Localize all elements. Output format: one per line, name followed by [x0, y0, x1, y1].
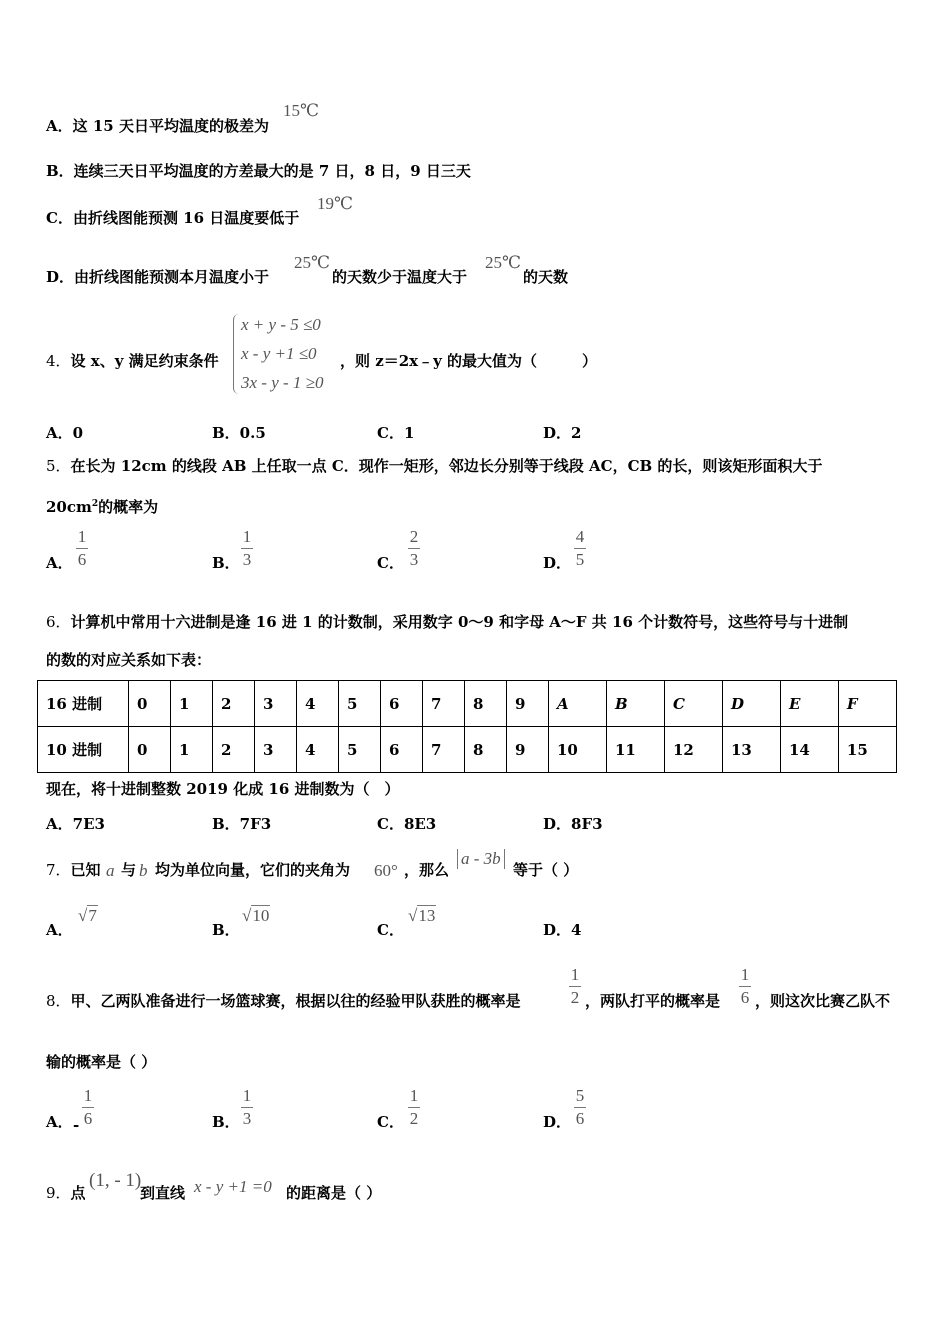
q7-option-c-label: C．: [377, 921, 404, 939]
q4-option-b: B．0.5: [212, 424, 266, 442]
vector-magnitude: a - 3b: [457, 849, 505, 869]
question-number: 6．: [46, 613, 71, 631]
q8-option-c-label: C．: [377, 1113, 404, 1131]
q8-option-a-sign: -: [73, 1116, 80, 1134]
radicand: 13: [418, 906, 436, 925]
table-row: [38, 727, 897, 773]
q9-stem: [46, 1184, 86, 1202]
question-number: 8．: [46, 992, 71, 1010]
table-cell: E: [780, 681, 838, 727]
denominator: 3: [409, 550, 419, 569]
q3-d-math-1: 25℃: [294, 253, 331, 272]
denominator: 6: [740, 988, 750, 1007]
q6-stem-3: 现在，将十进制整数 2019 化成 16 进制数为（ ）: [46, 780, 400, 798]
q7-text-2: 与: [121, 861, 137, 879]
q9-text-2: 到直线: [140, 1184, 186, 1202]
numerator: 1: [740, 965, 750, 984]
q3-c-math: 19℃: [317, 194, 354, 213]
question-number: 9．: [46, 1184, 71, 1202]
q7-option-a-sqrt: √7: [78, 906, 97, 925]
q6-line-1: 计算机中常用十六进制是逢 16 进 1 的计数制，采用数字 0～9 和字母 A～F 共 16 个计数符号，这些符号与十进制: [70, 613, 849, 631]
q6-option-b: B．7F3: [212, 815, 272, 833]
table-cell: 4: [297, 727, 339, 773]
q3-option-d-3: 的天数: [523, 268, 569, 286]
table-cell: A: [549, 681, 607, 727]
q5-option-a-fraction: [76, 527, 88, 570]
numerator: 1: [83, 1086, 93, 1105]
denominator: 2: [570, 988, 580, 1007]
q3-option-d-2: 的天数少于温度大于: [332, 268, 468, 286]
table-cell: 3: [255, 681, 297, 727]
q4-text-2: ，则 z＝2x﹣y 的最大值为（ ）: [340, 352, 598, 370]
table-cell: 1: [171, 681, 213, 727]
table-cell: 12: [664, 727, 722, 773]
numerator: 1: [242, 1086, 252, 1105]
q6-option-a: A．7E3: [46, 815, 105, 833]
q8-option-c-fraction: [408, 1086, 420, 1129]
q8-text-3: ，则这次比赛乙队不: [755, 992, 891, 1010]
q8-text-2: ，两队打平的概率是: [585, 992, 721, 1010]
numerator: 1: [242, 527, 252, 546]
q4-option-c: C．1: [377, 424, 415, 442]
q5-option-d-label: D．: [543, 554, 572, 572]
constraint-2: x - y +1 ≤0: [241, 344, 317, 363]
radicand: 7: [88, 906, 97, 925]
q7-option-a-label: A．: [46, 921, 73, 939]
table-cell: 9: [507, 681, 549, 727]
table-cell: 3: [255, 727, 297, 773]
table-cell: 13: [722, 727, 780, 773]
q5-line-2: 的概率为: [98, 498, 159, 516]
q7-stem: [46, 861, 101, 879]
constraint-3: 3x - y - 1 ≥0: [241, 373, 324, 392]
q8-option-b-label: B．: [212, 1113, 240, 1131]
q9-text-3: 的距离是（ ）: [286, 1184, 382, 1202]
numerator: 5: [575, 1086, 585, 1105]
q5-option-a-label: A．: [46, 554, 73, 572]
q7-text-5: 等于（ ）: [513, 861, 579, 879]
table-cell: 5: [339, 681, 381, 727]
table-cell: 2: [213, 727, 255, 773]
q7-text-1: 已知: [70, 861, 101, 879]
q5-option-b-fraction: [241, 527, 253, 570]
q5-stem-1: [46, 457, 822, 475]
vector-b: b: [139, 861, 148, 880]
numerator: 2: [409, 527, 419, 546]
q8-option-a-label: A．: [46, 1113, 73, 1131]
table-cell: 15: [838, 727, 896, 773]
q5-line-1: 在长为 12cm 的线段 AB 上任取一点 C．现作一矩形，邻边长分别等于线段 AC，CB 的长，则该矩形面积大于: [70, 457, 823, 475]
vector-a: a: [106, 861, 115, 880]
q6-option-c: C．8E3: [377, 815, 437, 833]
q8-fraction-2: [739, 965, 751, 1008]
question-number: 5．: [46, 457, 71, 475]
denominator: 6: [83, 1109, 93, 1128]
q8-option-d-fraction: [574, 1086, 586, 1129]
numerator: 4: [575, 527, 585, 546]
table-cell: 9: [507, 727, 549, 773]
table-cell: D: [722, 681, 780, 727]
table-cell: 6: [381, 681, 423, 727]
q5-option-b-label: B．: [212, 554, 240, 572]
hex-decimal-table: [37, 680, 897, 773]
denominator: 2: [409, 1109, 419, 1128]
q3-option-d-1: D．由折线图能预测本月温度小于: [46, 268, 270, 286]
q8-option-a-fraction: [82, 1086, 94, 1129]
q3-option-b: B．连续三天日平均温度的方差最大的是 7 日，8 日，9 日三天: [46, 162, 471, 180]
denominator: 3: [242, 1109, 252, 1128]
q7-text-4: ，那么: [404, 861, 450, 879]
q6-option-d: D．8F3: [543, 815, 603, 833]
table-cell: 7: [423, 727, 465, 773]
q5-area: 20cm: [46, 498, 92, 516]
table-cell: C: [664, 681, 722, 727]
option-a-text: A．这 15 天日平均温度的极差为: [46, 117, 269, 135]
q8-text-1: 甲、乙两队准备进行一场篮球赛，根据以往的经验甲队获胜的概率是: [70, 992, 521, 1010]
table-row: [38, 681, 897, 727]
q8-fraction-1: [569, 965, 581, 1008]
denominator: 6: [575, 1109, 585, 1128]
table-cell: B: [606, 681, 664, 727]
q7-option-b-label: B．: [212, 921, 240, 939]
q7-option-b-sqrt: √10: [242, 906, 270, 925]
table-cell: F: [838, 681, 896, 727]
q9-line-equation: x - y +1 =0: [194, 1177, 272, 1196]
q4-option-d: D．2: [543, 424, 582, 442]
q5-option-c-label: C．: [377, 554, 404, 572]
numerator: 1: [570, 965, 580, 984]
table-header-cell: 10 进制: [38, 727, 129, 773]
q5-option-d-fraction: [574, 527, 586, 570]
table-cell: 11: [606, 727, 664, 773]
denominator: 5: [575, 550, 585, 569]
table-cell: 10: [549, 727, 607, 773]
radicand: 10: [252, 906, 270, 925]
q5-sup: 2: [91, 499, 99, 509]
table-cell: 1: [171, 727, 213, 773]
q8-stem-1: [46, 992, 521, 1010]
q5-stem-2: [46, 495, 158, 516]
q7-option-d: D．4: [543, 921, 582, 939]
q8-option-b-fraction: [241, 1086, 253, 1129]
q6-stem-2: 的数的对应关系如下表：: [46, 651, 212, 669]
q5-option-c-fraction: [408, 527, 420, 570]
numerator: 1: [409, 1086, 419, 1105]
constraint-1: x + y - 5 ≤0: [241, 315, 321, 334]
table-cell: 2: [213, 681, 255, 727]
table-cell: 7: [423, 681, 465, 727]
constraint-brace: [233, 314, 240, 394]
question-number: 7．: [46, 861, 71, 879]
q8-stem-2: 输的概率是（ ）: [46, 1053, 157, 1071]
table-cell: 8: [465, 681, 507, 727]
q3-d-math-2: 25℃: [485, 253, 522, 272]
table-header-cell: 16 进制: [38, 681, 129, 727]
q4-text-1: 设 x、y 满足约束条件: [70, 352, 219, 370]
table-cell: 4: [297, 681, 339, 727]
denominator: 3: [242, 550, 252, 569]
q3-option-a: [46, 117, 269, 135]
q8-option-d-label: D．: [543, 1113, 572, 1131]
angle-value: 60°: [374, 861, 398, 880]
q3-a-math: 15℃: [283, 101, 320, 120]
table-cell: 8: [465, 727, 507, 773]
q6-stem-1: [46, 613, 848, 631]
q7-text-3: 均为单位向量，它们的夹角为: [155, 861, 351, 879]
q9-text-1: 点: [70, 1184, 86, 1202]
table-cell: 5: [339, 727, 381, 773]
q9-point: (1, - 1): [89, 1170, 142, 1191]
q3-option-c: C．由折线图能预测 16 日温度要低于: [46, 209, 300, 227]
table-cell: 0: [129, 727, 171, 773]
denominator: 6: [77, 550, 87, 569]
table-cell: 14: [780, 727, 838, 773]
table-cell: 6: [381, 727, 423, 773]
question-number: 4．: [46, 352, 71, 370]
q4-stem: [46, 352, 219, 370]
numerator: 1: [77, 527, 87, 546]
q4-option-a: A．0: [46, 424, 84, 442]
table-cell: 0: [129, 681, 171, 727]
q7-option-c-sqrt: √13: [408, 906, 436, 925]
